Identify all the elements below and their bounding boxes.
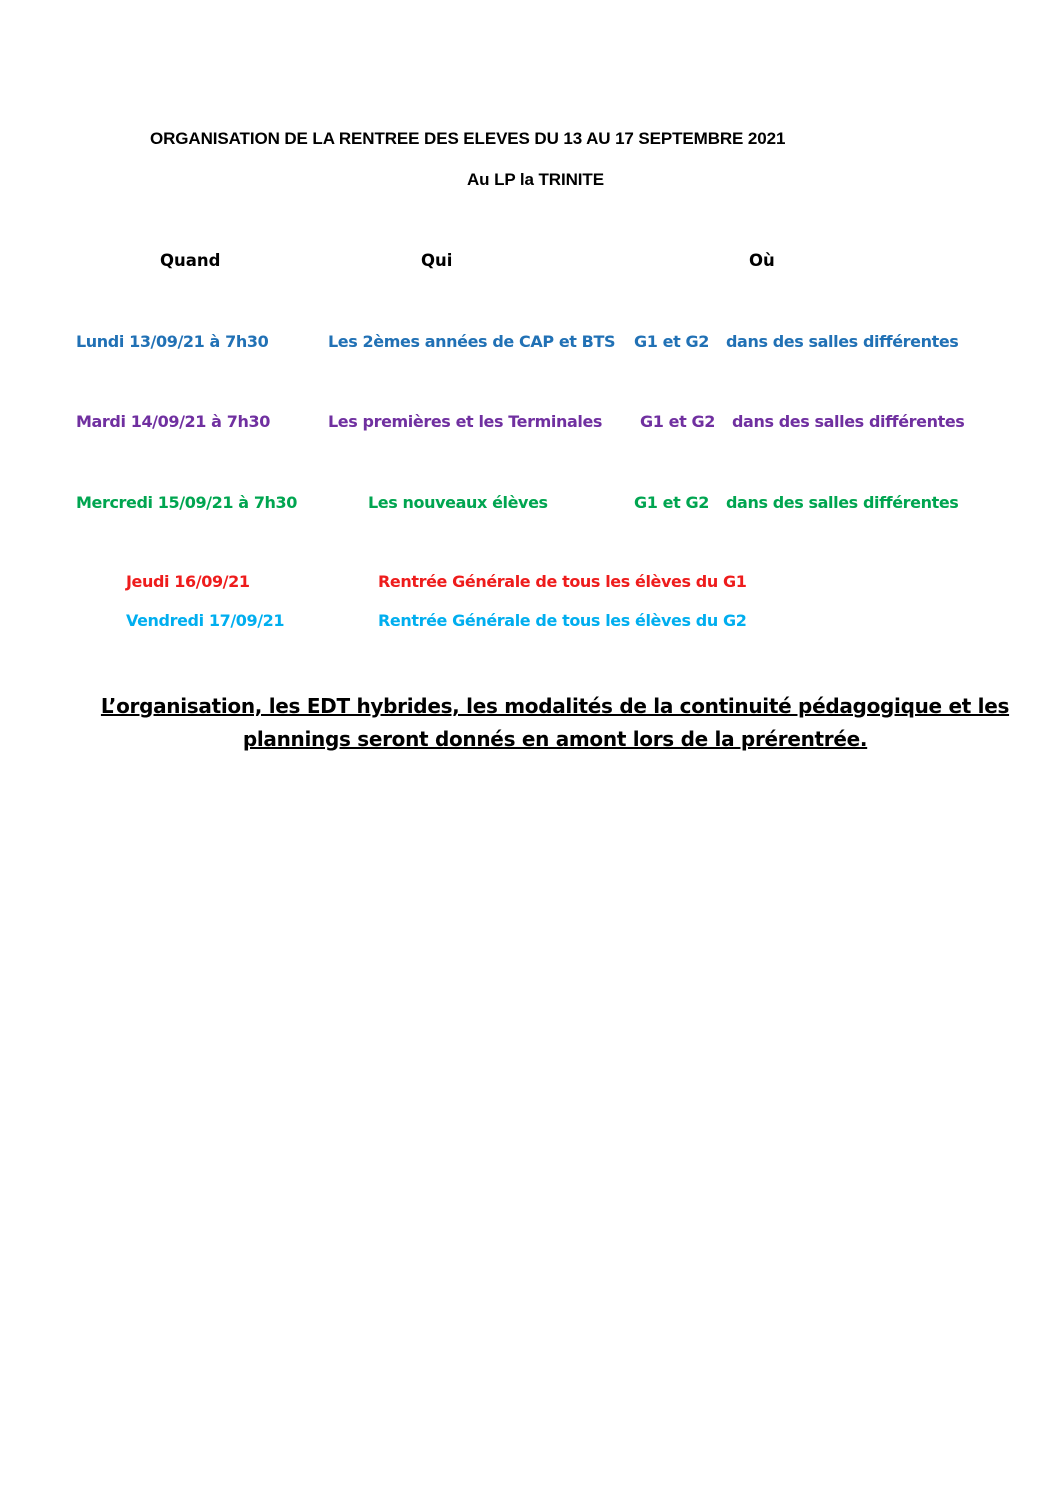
document-subtitle: Au LP la TRINITE — [467, 170, 604, 189]
row-when: Mardi 14/09/21 à 7h30 — [76, 412, 270, 431]
footer-note — [80, 690, 1030, 756]
row-where: dans des salles différentes — [726, 493, 959, 512]
row-who: Les premières et les Terminales — [328, 412, 603, 431]
row-where: dans des salles différentes — [732, 412, 965, 431]
footer-line-1: L’organisation, les EDT hybrides, les modalités de la continuité pédagogique et les — [100, 694, 1010, 718]
document-title: ORGANISATION DE LA RENTREE DES ELEVES DU 13 AU 17 SEPTEMBRE 2021 — [150, 129, 786, 148]
general-when: Vendredi 17/09/21 — [126, 611, 285, 630]
row-groups: G1 et G2 — [634, 332, 709, 351]
row-who: Les 2èmes années de CAP et BTS — [328, 332, 616, 351]
row-where: dans des salles différentes — [726, 332, 959, 351]
column-header-where: Où — [749, 251, 775, 270]
general-what: Rentrée Générale de tous les élèves du G2 — [378, 611, 747, 630]
row-when: Lundi 13/09/21 à 7h30 — [76, 332, 269, 351]
footer-line-2: plannings seront donnés en amont lors de la prérentrée. — [242, 727, 868, 751]
general-when: Jeudi 16/09/21 — [126, 572, 250, 591]
row-groups: G1 et G2 — [634, 493, 709, 512]
row-groups: G1 et G2 — [640, 412, 715, 431]
column-header-who: Qui — [421, 251, 453, 270]
column-header-when: Quand — [160, 251, 221, 270]
row-who: Les nouveaux élèves — [368, 493, 548, 512]
row-when: Mercredi 15/09/21 à 7h30 — [76, 493, 298, 512]
general-what: Rentrée Générale de tous les élèves du G1 — [378, 572, 747, 591]
